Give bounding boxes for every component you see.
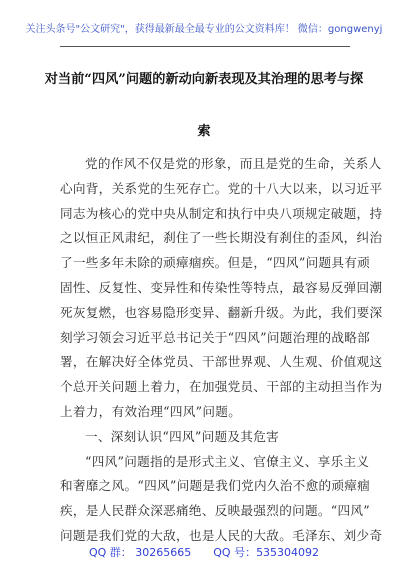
text-line: 疾，是人民群众深恶痛绝、反映最强烈的问题。“四风”: [60, 503, 371, 519]
text-line: 党的作风不仅是党的形象，而且是党的生命，关系人: [85, 156, 382, 171]
header-note: 关注头条号"公文研究"，获得最新最全最专业的公文资料库！ 微信：gongwenyj: [25, 24, 383, 35]
text-line: 死灰复燃，也容易隐形变异、翻新升级。为此，我们要深: [60, 304, 383, 320]
text-line: 固性、反复性、变异性和传染性等特点，最容易反弹回潮: [60, 279, 383, 295]
header-divider: [60, 46, 350, 47]
title-line-2: 索: [197, 124, 211, 139]
text-line: 刻学习领会习近平总书记关于“四风”问题治理的战略部: [60, 329, 371, 345]
text-line: 之以恒正风肃纪，刹住了一些长期没有刹住的歪风，纠治: [60, 230, 383, 246]
footer: [0, 544, 408, 560]
text-line: 了一些多年未除的顽瘴痼疾。但是，“四风”问题具有顽: [60, 255, 371, 271]
text-line: 署，在解决好全体党员、干部世界观、人生观、价值观这: [60, 354, 383, 370]
text-line: 心向背，关系党的生死存亡。党的十八大以来，以习近平: [60, 180, 383, 196]
text-line: 上着力，有效治理“四风”问题。: [60, 403, 242, 419]
body-text: [60, 152, 383, 549]
footer-qq-number: QQ 号：535304092: [213, 546, 320, 559]
text-line: “四风”问题指的是形式主义、官僚主义、享乐主义: [85, 453, 370, 469]
text-line: 个总开关问题上着力，在加强党员、干部的主动担当作为: [60, 379, 383, 395]
text-line: 同志为核心的党中央从制定和执行中央八项规定破题，持: [60, 205, 383, 221]
title-line-1: 对当前“四风”问题的新动向新表现及其治理的思考与探: [44, 72, 364, 87]
footer-qq-group: QQ 群： 30265665: [88, 546, 192, 559]
section-heading: 一、深刻认识“四风”问题及其危害: [85, 428, 279, 444]
text-line: 和奢靡之风。“四风”问题是我们党内久治不愈的顽瘴痼: [60, 478, 371, 494]
text-line: 问题是我们党的大敌，也是人民的大敌。毛泽东、刘少奇: [60, 527, 383, 543]
